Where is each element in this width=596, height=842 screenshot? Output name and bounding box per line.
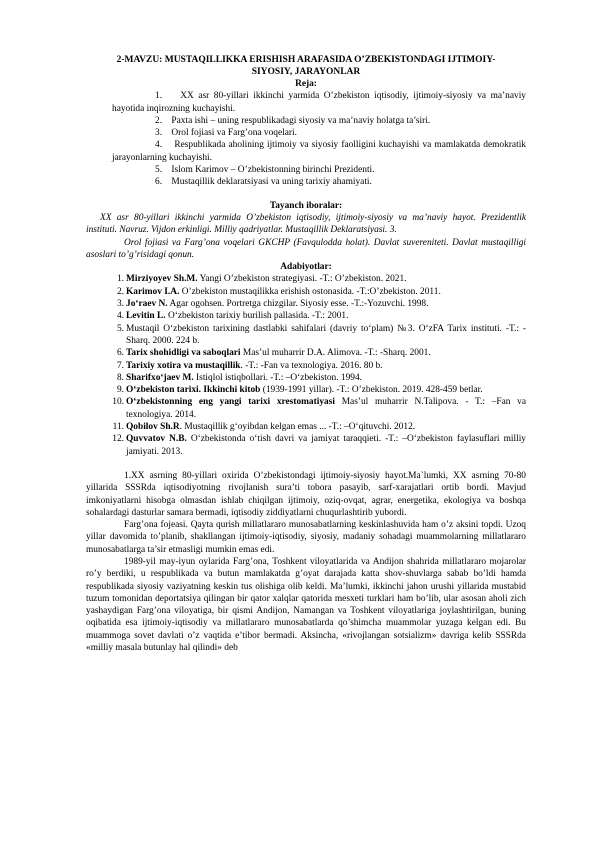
reference-item: 2. Karimov I.A. O’zbekiston mustaqilikka erishish ostonasida. -T.:O’zbekiston. 2011. [116, 286, 441, 297]
reference-item: 9. O‘zbekiston tarixi. Ikkinchi kitob (1939-1991 yillar). -T.: O’zbekiston. 2019. 428-459 betlar. [116, 385, 483, 396]
reja-item: 2. Paxta ishi – uning respublikadagi siyosiy va ma’naviy holatga ta’siri. [155, 115, 431, 126]
body-paragraph: Farg’ona fojeasi. Qayta qurish millatlararo munosabatlarning keskinlashuvida ham o’z aksini topdi. Uzoq yillar davomida to’planib, shakllangan ijtimoiy-iqtisodiy, siyosiy, madaniy sohadagi muammolarning millatlararo munosabatlarga ta’sir etmasligi mumkin emas edi. [86, 520, 526, 555]
tayanch-paragraph-1: XX asr 80-yillari ikkinchi yarmida O’zbekiston iqtisodiy, ijtimoiy-siyosiy va ma’naviy hayot. Prezidentlik instituti. Navruz. Vijdon erkinligi. Milliy qadriyatlar. Mustaqillik Deklaratsiyasi. 3. [86, 212, 526, 236]
tayanch-paragraph-2: Orol fojiasi va Farg’ona voqelari GKCHP (Favqulodda holat). Davlat suvereniteti. Davlat mustaqilligi asoslari to’g’risidagi qonun. [86, 237, 526, 260]
adabiyotlar-list [86, 273, 526, 457]
body-paragraph: 1.XX asrning 80-yillari oxirida O’zbekistondagi ijtimoiy-siyosiy hayot.Ma`lumki, XX asrning 70-80 yillarida SSSRda iqtisodiyotning rivojlanish sura’ti tobora pasayib, sarf-xarajatlari ortib bordi. Mavjud imkoniyatlarni hisobga olmasdan ishlab chiqilgan ijtimoiy, oziq-ovqat, agrar, energetika, ekologiya va boshqa sohalardagi dasturlar samara bermadi, iqtisodiy ziddiyatlarni chuqurlashtirib yubordi. [86, 470, 526, 518]
reja-item: 1. XX asr 80-yillari ikkinchi yarmida O’zbekiston iqtisodiy, ijtimoiy-siyosiy va ma’naviy hayotida inqirozning kuchayishi. [112, 91, 526, 114]
reja-heading: Reja: [295, 79, 317, 89]
adabiyotlar-heading: Adabiyotlar: [280, 262, 332, 273]
reference-item: 7. Tarixiy xotira va mustaqillik. -T.: -Fan va texnologiya. 2016. 80 b. [116, 360, 383, 371]
title-line-2: SIYOSIY, JARAYONLAR [251, 67, 361, 77]
title-line-1: 2-MAVZU: MUSTAQILLIKKA ERISHISH ARAFASIDA O’ZBEKISTONDAGI IJTIMOIY- [116, 55, 496, 65]
reja-item: 6. Mustaqillik deklaratsiyasi va uning tarixiy ahamiyati. [155, 177, 372, 188]
reference-item: 3. Jo‘raev N. Agar ogohsen. Portretga chizgilar. Siyosiy esse. -T.:-Yozuvchi. 1998. [116, 299, 429, 310]
reja-item: 3. Orol fojiasi va Farg’ona voqelari. [155, 128, 297, 139]
body-paragraph: 1989-yil may-iyun oylarida Farg’ona, Toshkent viloyatlarida va Andijon shahrida millatlararo mojarolar ro’y berdiki, u respublikada va butun mamlakatda g’oyat darajada katta shov-shuvlarga sabab bo’ldi hamda respublikada siyosiy vaziyatning keskin tus olishiga olib keldi. Ma’lumki, ikkinchi jahon urushi yillarida mustabid tuzum tomonidan deportatsiya qilingan bir qator xalqlar qatorida mesxeti turklari ham bo’lib, ular asosan aholi zich yashaydigan Farg’ona viloyatiga, bir qismi Andijon, Namangan va Toshkent viloyatlariga joylashtirilgan, buning oqibatida esa ijtimoiy-iqtisodiy va millatlararo munosabatlarda qo’shimcha muammolar yuzaga kelgan edi. Bu muammoga sovet davlati o’z vaqtida e’tibor bermadi. Aksincha, «rivojlangan sotsializm» davriga kelib SSSRda «milliy masala butunlay hal qilindi» deb [86, 556, 526, 654]
reference-item: 4. Levitin L. O‘zbekiston tarixiy burilish pallasida. -T.: 2001. [116, 311, 349, 322]
reference-item: 12. Quvvatov N.B. O‘zbekistonda o‘tish davri va jamiyat taraqqiеti. -T.: ‒O‘zbekiston faylasuflari milliy jamiyati. 2013. [112, 434, 526, 457]
reference-item: 5. Mustaqil O‘zbekiston tarixining dastlabki sahifalari (davriy to‘plam) №3. O‘zFA Tarix instituti. -T.: -Sharq. 2000. 224 b. [116, 323, 526, 346]
tayanch-heading: Tayanch iboralar: [269, 200, 343, 211]
document-title [86, 54, 526, 78]
reja-item: 5. Islom Karimov – O’zbekistonning birinchi Prezidenti. [155, 165, 375, 176]
reference-item: 6. Tarix shohidligi va saboqlari Mas’ul muharrir D.A. Alimova. -T.: -Sharq. 2001. [116, 348, 431, 359]
reja-list [86, 90, 526, 188]
document-page [86, 54, 526, 654]
reference-item: 10. O‘zbekistonning eng yangi tarixi xrestomatiyasi Mas’ul muharrir N.Talipova. - T.: ‒Fan va texnologiya. 2014. [112, 397, 526, 420]
reference-item: 1. Mirziyoyev Sh.M. Yangi O’zbekiston strategiyasi. -T.: O’zbekiston. 2021. [116, 274, 407, 285]
reja-item: 4. Respublikada aholining ijtimoiy va siyosiy faolligini kuchayishi va mamlakatda demokratik jarayonlarning kuchayishi. [112, 140, 526, 163]
reference-item: 11. Qobilov Sh.R. Mustaqillik g‘oyibdan kelgan emas ... -T.: ‒O‘qituvchi. 2012. [112, 422, 416, 433]
reference-item: 8. Sharifxo‘jaev M. Istiqlol istiqbollari. -T.: ‒O‘zbekiston. 1994. [116, 372, 362, 383]
